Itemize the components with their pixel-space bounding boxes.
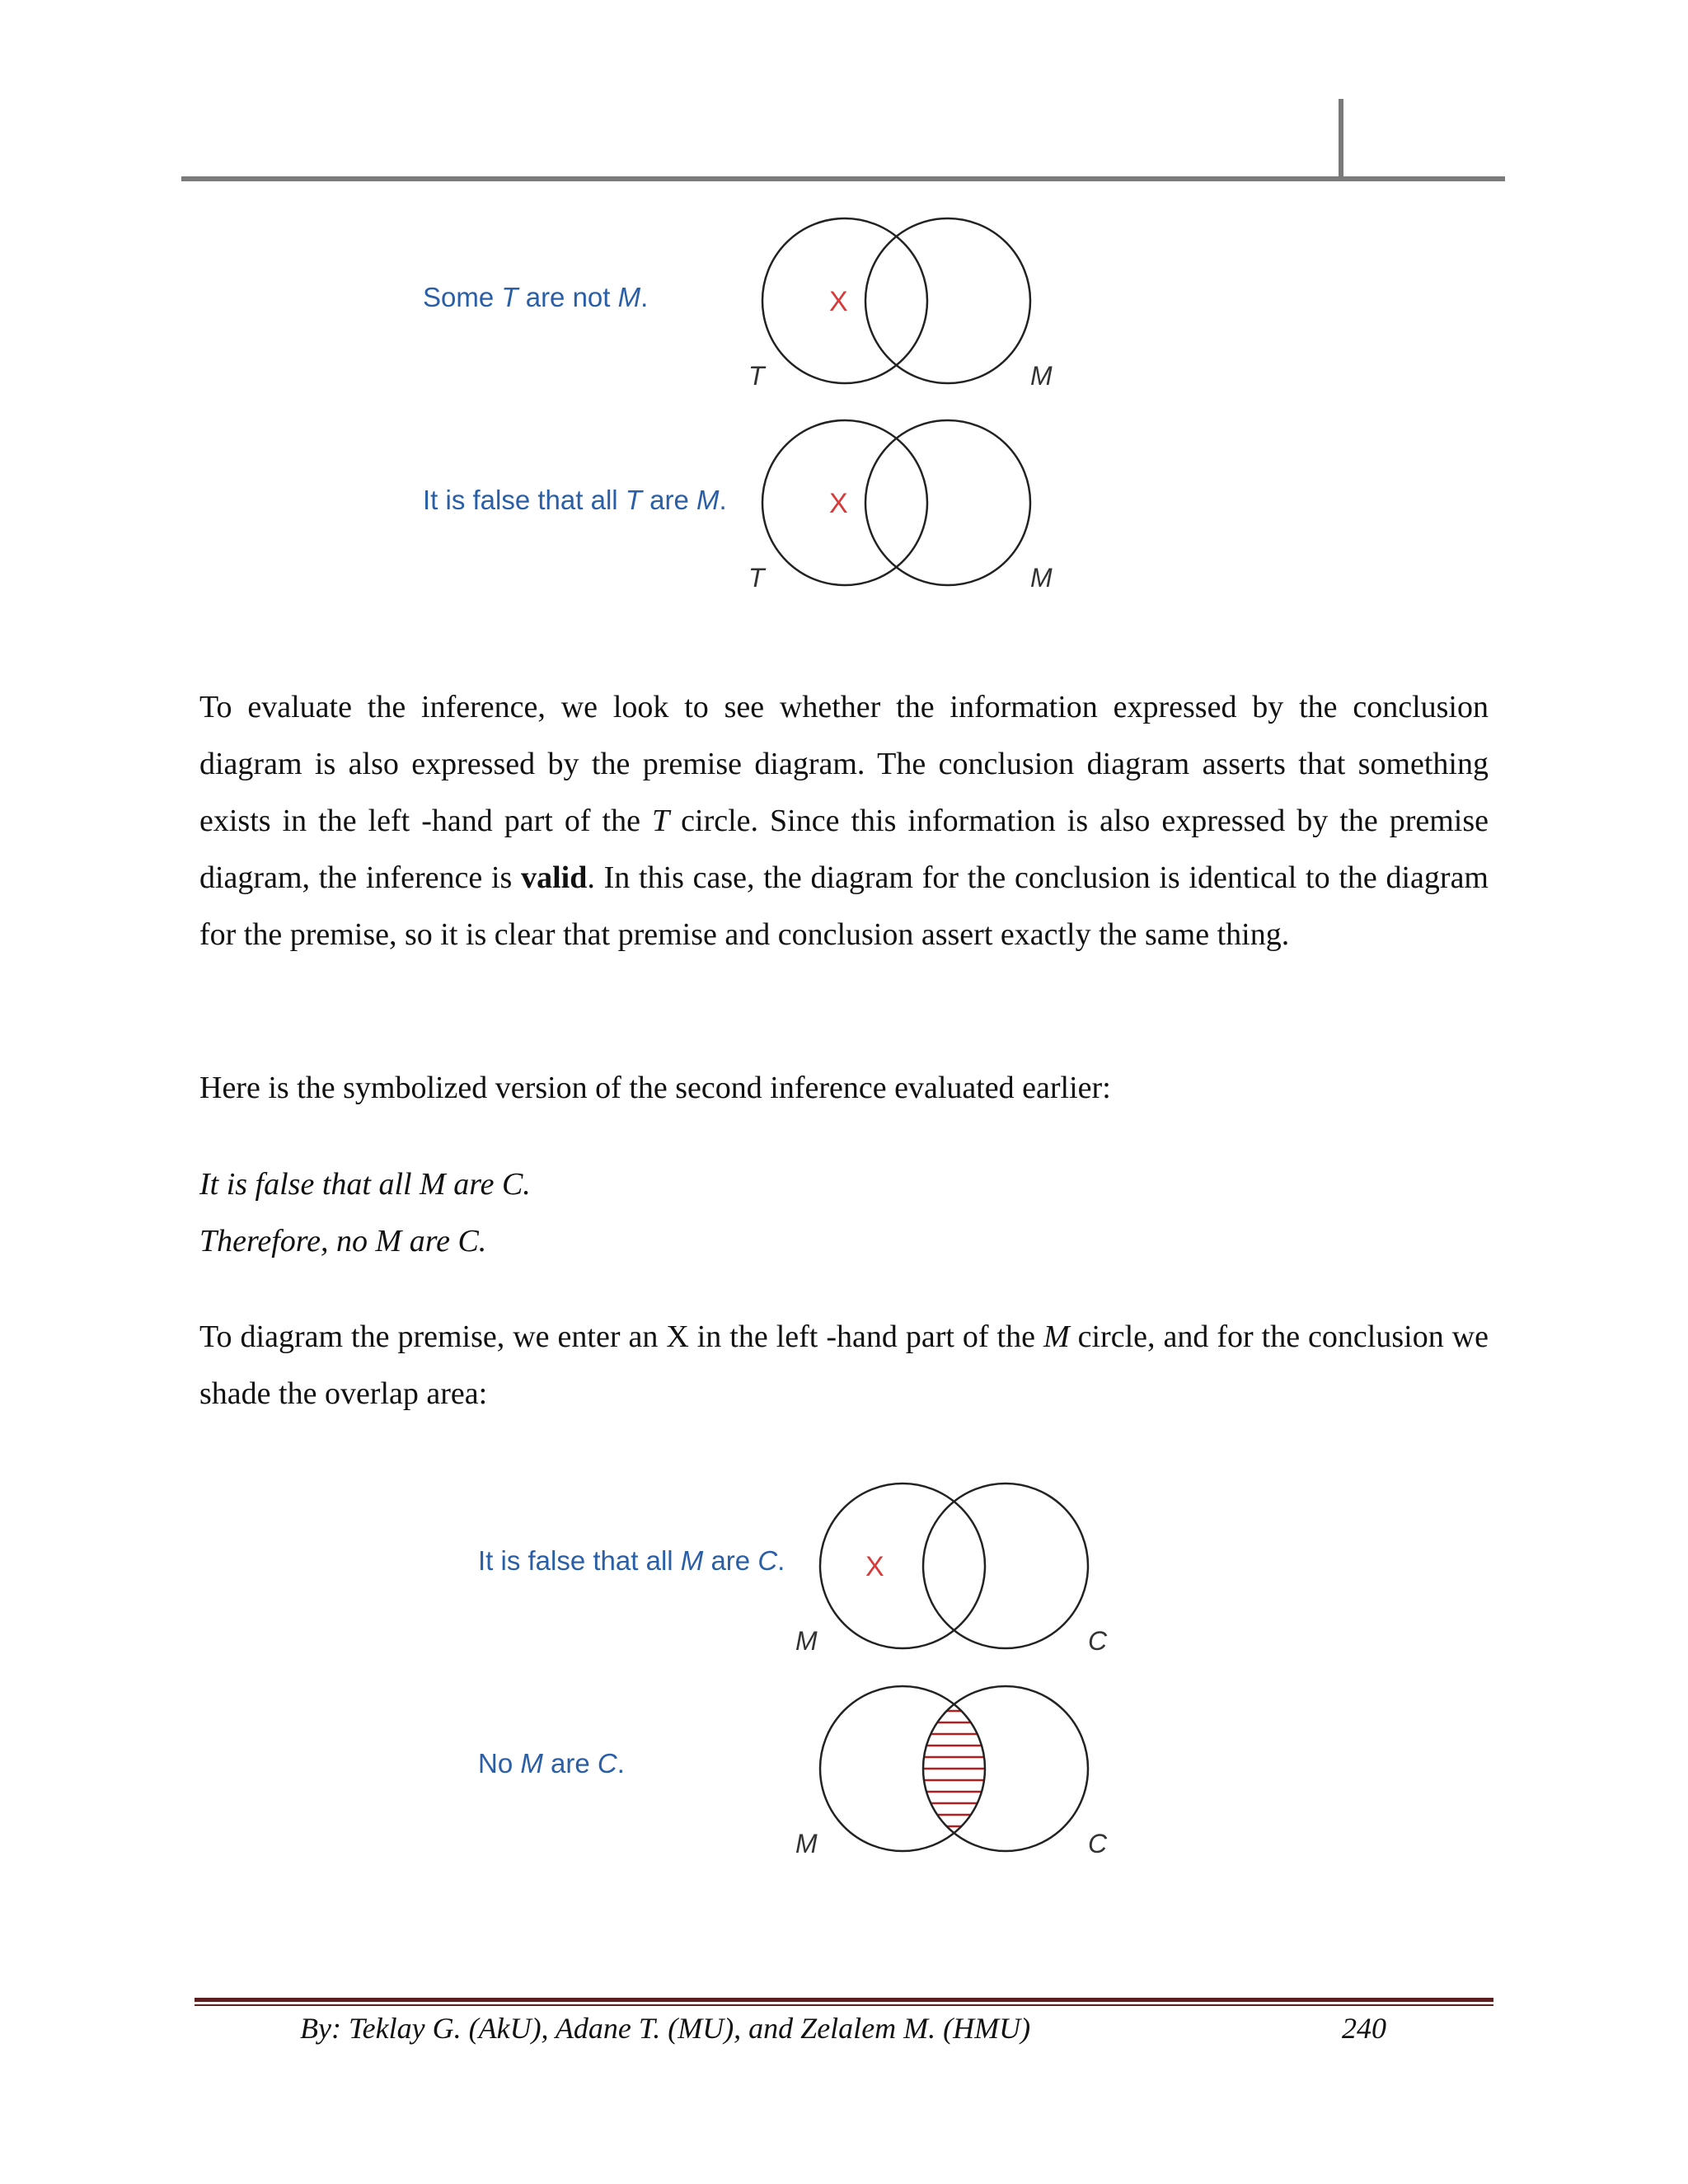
venn-diagram-t-m-2 [742,412,1071,598]
circle-label-m: M [1030,563,1053,593]
x-mark: X [865,1551,884,1582]
circle-label-c: C [1088,1829,1108,1858]
diagram-label-false-all-t-m: It is false that all T are M. [423,485,727,515]
circle-label-t: T [748,563,765,593]
x-mark: X [829,488,848,519]
venn-diagram-t-m-1 [742,210,1071,396]
footer-rule-thin [195,2004,1493,2006]
footer-authors: By: Teklay G. (AkU), Adane T. (MU), and Zelalem M. (HMU) [300,2012,1031,2045]
diagram-label-some-t-not-m: Some T are not M. [423,282,649,312]
circle-label-m: M [1030,361,1053,391]
paragraph-evaluate-inference: To evaluate the inference, we look to see whether the information expressed by the conclusion diagram is also expressed by the premise diagram. The conclusion diagram asserts that something exists in the left -hand part of the T circle. Since this information is also expressed by the premise diagram, the inference is valid. In this case, the diagram for the conclusion is identical to the diagram for the premise, so it is clear that premise and conclusion assert exactly the same thing. [199,690,1489,952]
circle-m [865,218,1030,383]
circle-m [820,1483,985,1648]
diagram-label-false-all-m-c: It is false that all M are C. [478,1545,785,1576]
diagram-label-no-m-c: No M are C. [478,1748,625,1779]
x-mark: X [829,286,848,317]
circle-label-m: M [795,1626,818,1656]
circle-c [923,1483,1088,1648]
paragraph-diagram-premise: To diagram the premise, we enter an X in the left -hand part of the M circle, and for the conclusion we shade the overlap area: [199,1319,1489,1411]
circle-label-m: M [795,1829,818,1858]
paragraph-second-inference: Here is the symbolized version of the second inference evaluated earlier: [199,1071,1111,1105]
venn-diagram-m-c-1 [791,1475,1121,1661]
header-rule [181,176,1505,181]
venn-diagram-m-c-2 [791,1678,1121,1863]
header-tick [1339,99,1343,180]
page-number: 240 [1342,2012,1386,2045]
circle-label-c: C [1088,1626,1108,1656]
circle-label-t: T [748,361,765,391]
circle-m [865,420,1030,585]
argument-conclusion: Therefore, no M are C. [199,1224,487,1258]
footer-rule [195,1998,1493,2002]
argument-premise: It is false that all M are C. [199,1167,531,1202]
